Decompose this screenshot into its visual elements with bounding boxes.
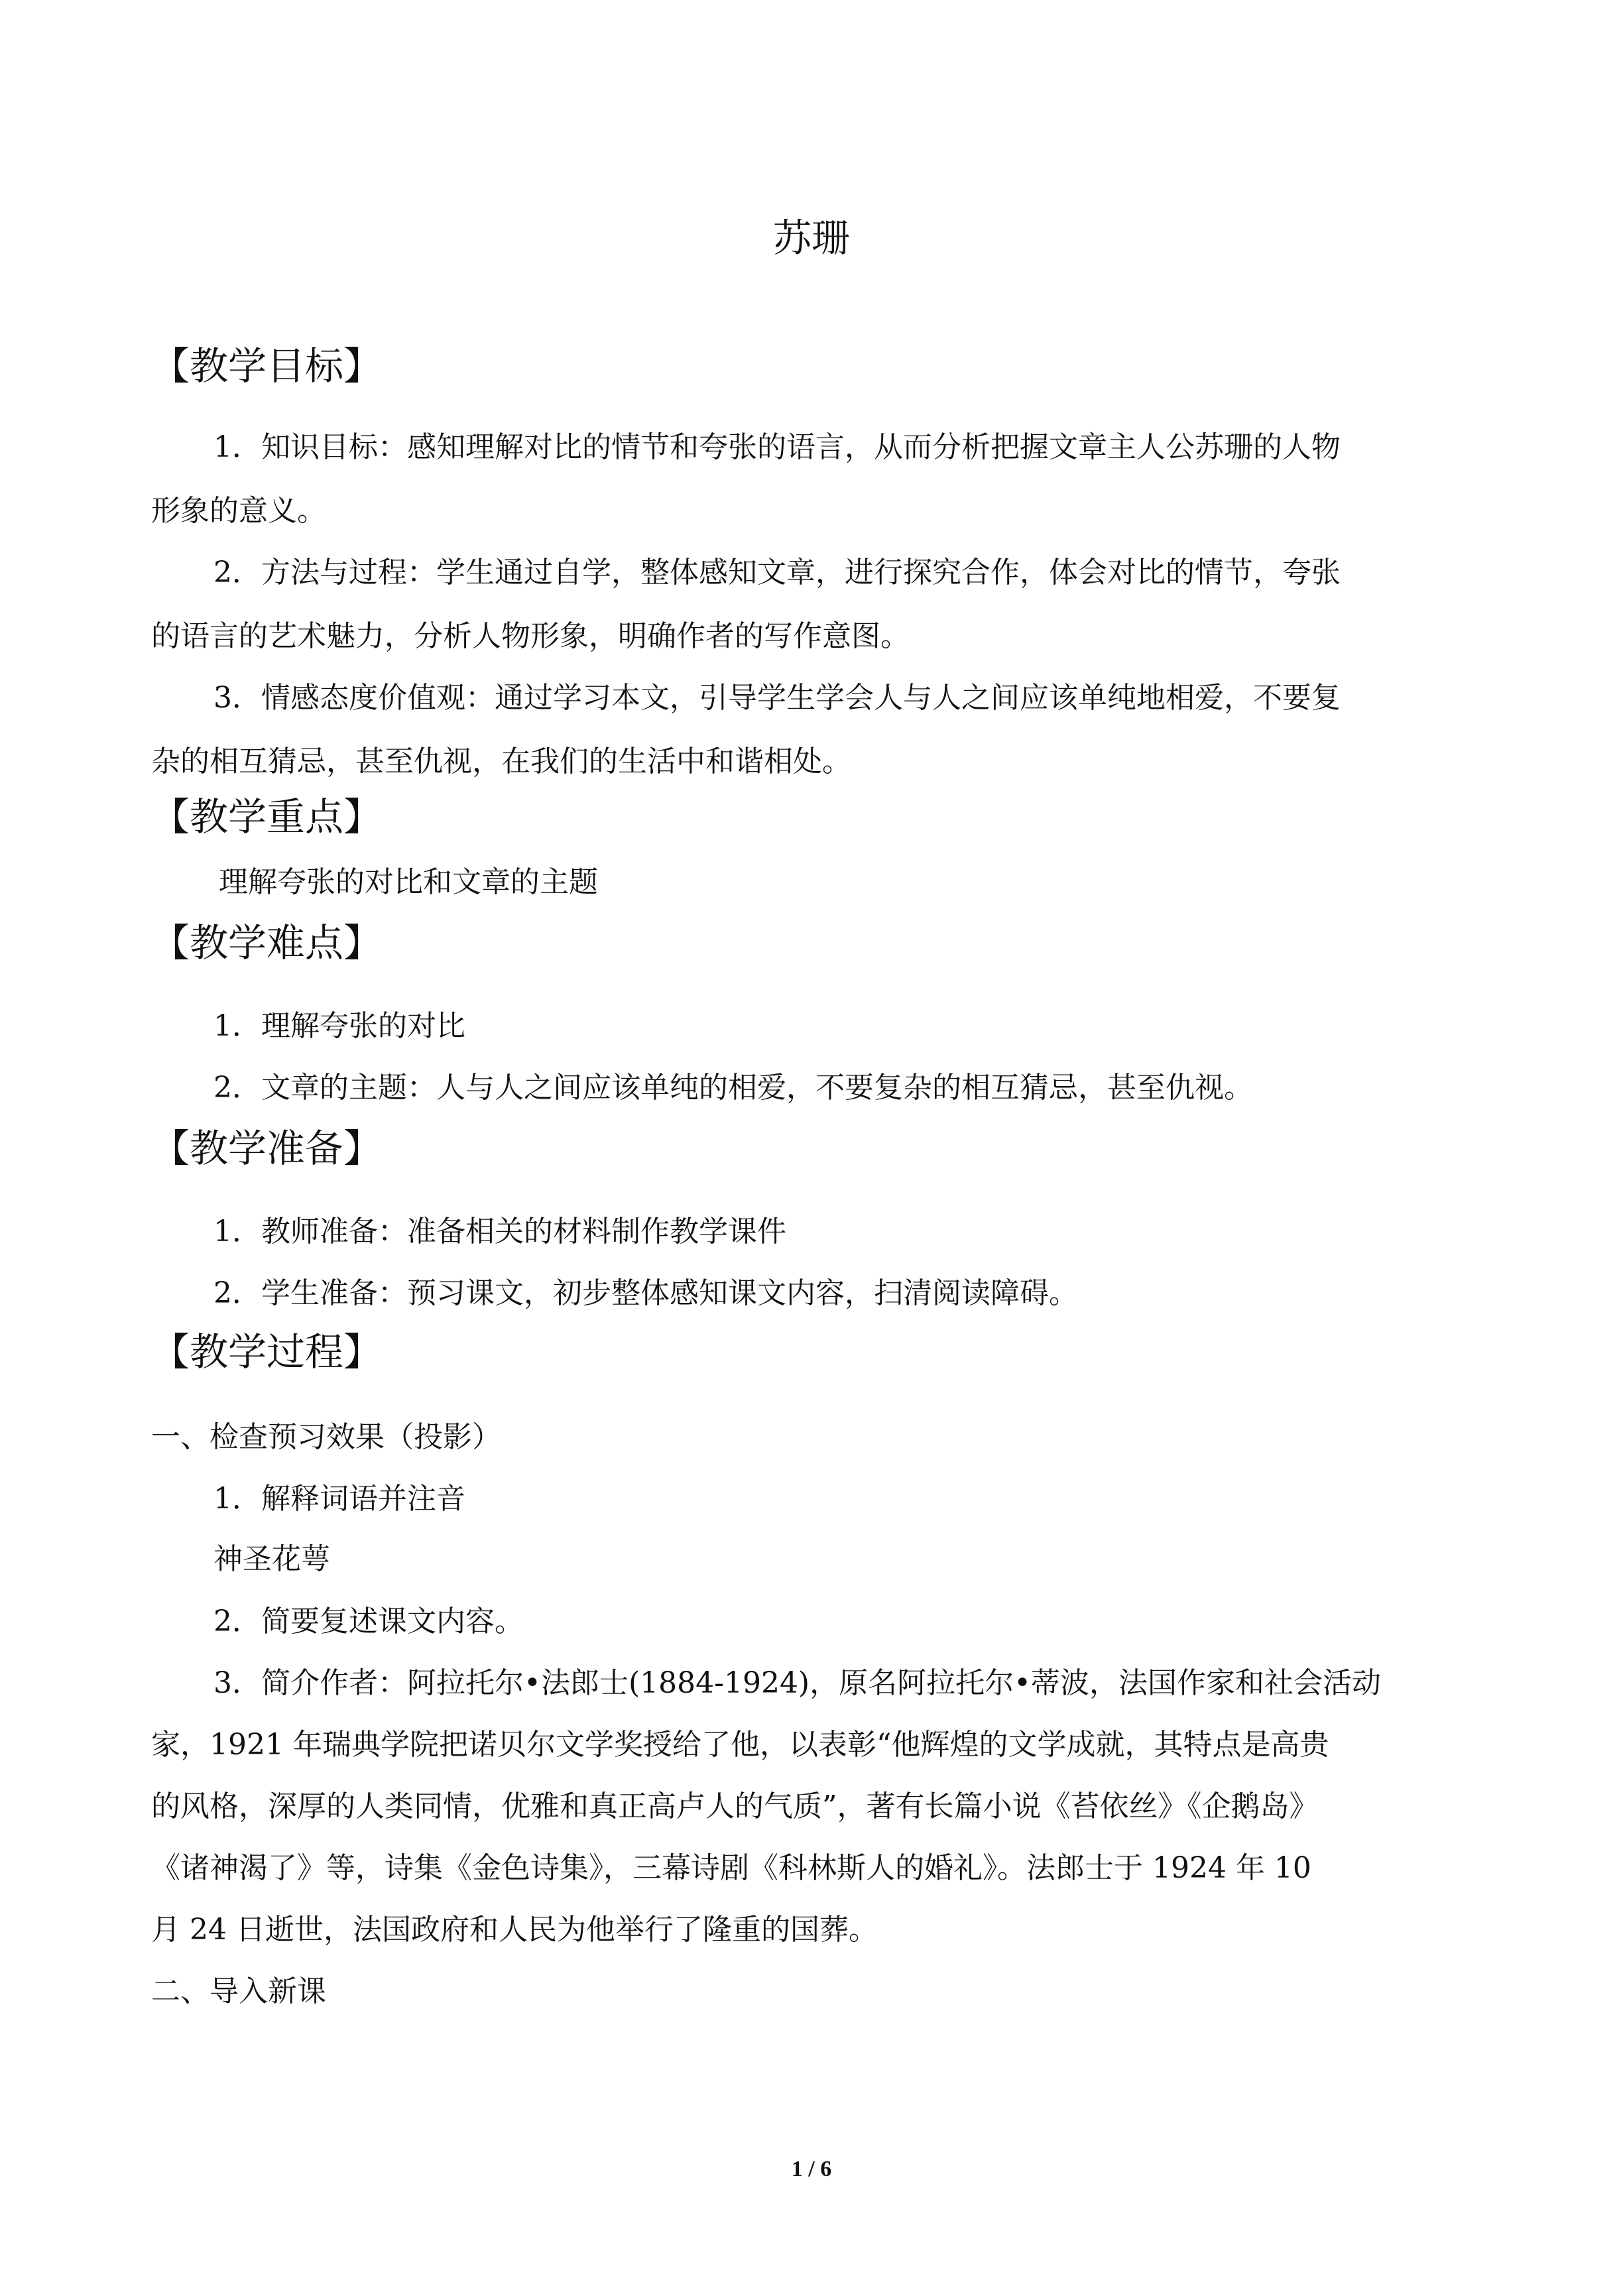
section-heading-preparation: 【教学准备】 [151,1126,383,1171]
author-intro-line-1: 3．简介作者：阿拉托尔•法郎士(1884-1924)，原名阿拉托尔•蒂波，法国作家和社会活动 [213,1666,1382,1700]
process-item-2: 2．简要复述课文内容。 [213,1604,524,1638]
section-heading-process: 【教学过程】 [151,1329,383,1374]
process-part-2-heading: 二、导入新课 [151,1974,326,2008]
difficulty-item-1: 1．理解夸张的对比 [213,1009,465,1043]
section-heading-objectives: 【教学目标】 [151,343,383,389]
preparation-item-2: 2．学生准备：预习课文，初步整体感知课文内容，扫清阅读障碍。 [213,1276,1078,1310]
objective-2-line-1: 2．方法与过程：学生通过自学，整体感知文章，进行探究合作，体会对比的情节，夸张 [213,556,1341,589]
preparation-item-1: 1．教师准备：准备相关的材料制作教学课件 [213,1215,786,1248]
author-intro-line-2: 家，1921 年瑞典学院把诺贝尔文学奖授给了他，以表彰“他辉煌的文学成就，其特点是高贵 [151,1728,1329,1762]
section-heading-key-points: 【教学重点】 [151,794,383,839]
objective-3-line-2: 杂的相互猜忌，甚至仇视，在我们的生活中和谐相处。 [151,745,851,778]
process-item-1: 1．解释词语并注音 [213,1482,465,1516]
page-number: 1 / 6 [791,2157,832,2181]
objective-1-line-1: 1．知识目标：感知理解对比的情节和夸张的语言，从而分析把握文章主人公苏珊的人物 [213,430,1341,464]
section-heading-difficulties: 【教学难点】 [151,920,383,965]
process-word: 神圣花萼 [213,1542,330,1576]
objective-3-line-1: 3．情感态度价值观：通过学习本文，引导学生学会人与人之间应该单纯地相爱，不要复 [213,681,1341,715]
objective-1-line-2: 形象的意义。 [151,494,326,528]
author-intro-line-5: 月 24 日逝世，法国政府和人民为他举行了隆重的国葬。 [151,1913,878,1947]
author-intro-line-4: 《诸神渴了》等，诗集《金色诗集》，三幕诗剧《科林斯人的婚礼》。法郎士于 1924 年 10 [151,1851,1311,1885]
key-points-text: 理解夸张的对比和文章的主题 [219,865,598,899]
process-part-1-heading: 一、检查预习效果（投影） [151,1420,501,1454]
author-intro-line-3: 的风格，深厚的人类同情，优雅和真正高卢人的气质”，著有长篇小说《苔依丝》《企鹅岛》 [151,1789,1319,1823]
difficulty-item-2: 2．文章的主题：人与人之间应该单纯的相爱，不要复杂的相互猜忌，甚至仇视。 [213,1071,1253,1105]
objective-2-line-2: 的语言的艺术魅力，分析人物形象，明确作者的写作意图。 [151,619,910,653]
page-title: 苏珊 [772,215,850,261]
